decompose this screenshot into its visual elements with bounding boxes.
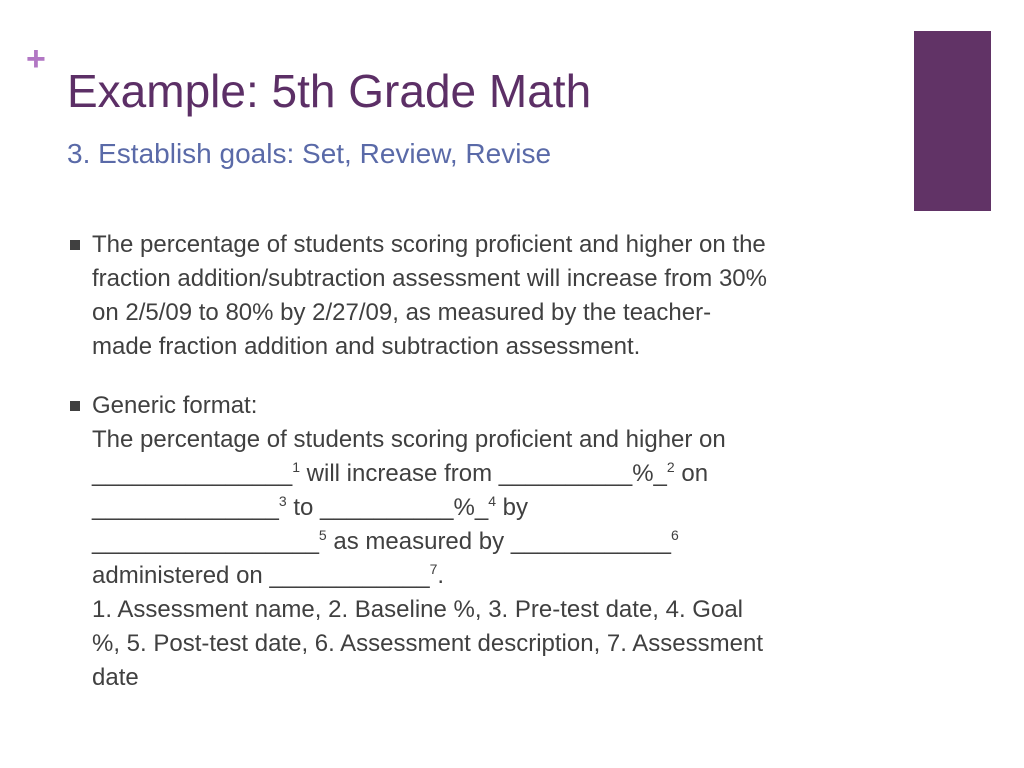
template-text: on	[674, 460, 709, 487]
legend-line: date	[92, 664, 139, 691]
blank-6: ____________	[510, 528, 671, 555]
template-line	[92, 559, 897, 593]
template-text: will increase from	[300, 460, 499, 487]
blank-2: __________%_	[498, 460, 667, 487]
superscript-4: 4	[488, 493, 496, 509]
legend-line: %, 5. Post-test date, 6. Assessment description, 7. Assessment	[92, 630, 763, 657]
plus-mark-icon: +	[26, 40, 46, 78]
template-text: to	[286, 494, 321, 521]
template-line	[92, 491, 897, 525]
accent-block	[914, 31, 991, 211]
blank-1: _______________	[92, 460, 293, 487]
superscript-6: 6	[670, 527, 679, 543]
square-bullet-icon	[70, 401, 80, 411]
superscript-3: 3	[278, 493, 287, 509]
square-bullet-icon	[70, 240, 80, 250]
bullet-generic-format	[67, 389, 897, 695]
bullet-line: The percentage of students scoring proficient and higher on the	[92, 231, 766, 258]
template-line	[92, 525, 897, 559]
bullet-goal-example	[67, 228, 897, 364]
template-text: administered on	[92, 562, 270, 589]
slide-title: Example: 5th Grade Math	[67, 65, 592, 117]
superscript-7: 7	[429, 561, 438, 577]
superscript-2: 2	[666, 459, 675, 475]
blank-5: _________________	[92, 528, 319, 555]
bullet-line: fraction addition/subtraction assessment will increase from 30%	[92, 265, 767, 292]
blank-4: __________%_	[320, 494, 489, 521]
template-line: The percentage of students scoring proficient and higher on	[92, 426, 726, 453]
superscript-1: 1	[292, 459, 301, 475]
template-text: .	[437, 562, 445, 589]
template-text: by	[496, 494, 529, 521]
bullet-line: on 2/5/09 to 80% by 2/27/09, as measured by the teacher-	[92, 299, 712, 326]
generic-format-heading: Generic format:	[92, 392, 258, 419]
legend-line: 1. Assessment name, 2. Baseline %, 3. Pre-test date, 4. Goal	[92, 596, 743, 623]
slide-subtitle: 3. Establish goals: Set, Review, Revise	[67, 138, 552, 169]
blank-7: ____________	[269, 562, 430, 589]
blank-3: ______________	[92, 494, 279, 521]
template-text: as measured by	[326, 528, 511, 555]
slide-content	[67, 228, 897, 695]
bullet-line: made fraction addition and subtraction assessment.	[92, 333, 641, 360]
template-line	[92, 457, 897, 491]
superscript-5: 5	[318, 527, 327, 543]
